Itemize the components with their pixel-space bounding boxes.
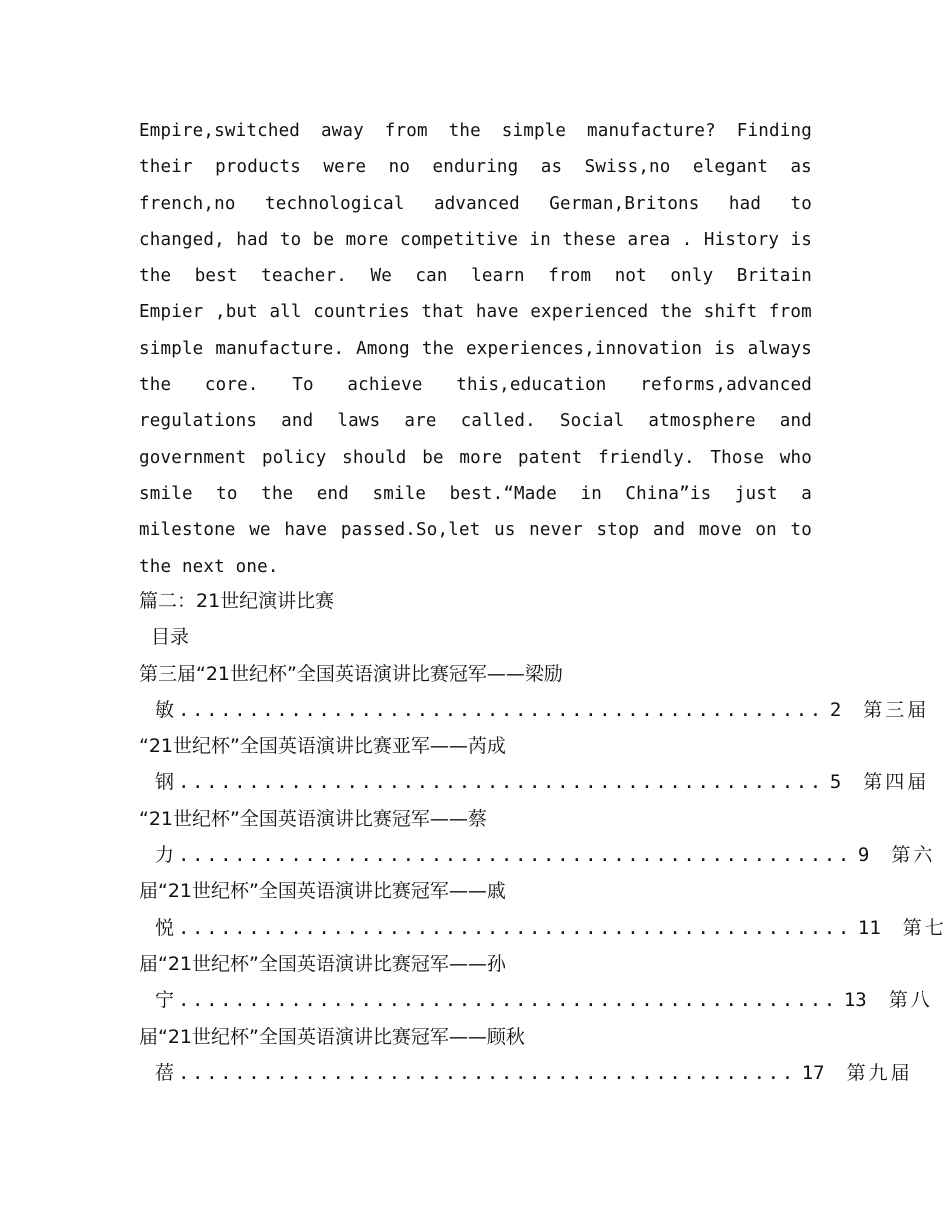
- word: in: [529, 229, 551, 250]
- word: Finding: [736, 121, 812, 141]
- toc-entry-title[interactable]: “21世纪杯”全国英语演讲比赛冠军——蔡: [139, 807, 487, 830]
- toc-entry-tail: 钢: [155, 771, 175, 794]
- word: have: [475, 302, 519, 323]
- table-of-contents: [139, 656, 947, 1092]
- word: and: [779, 411, 812, 432]
- word: from: [384, 121, 428, 141]
- word: .: [681, 229, 693, 250]
- paragraph-line: [139, 149, 812, 185]
- essay-paragraph: [139, 113, 812, 585]
- toc-leader-dots: ...............................................: [178, 989, 838, 1012]
- word: move: [698, 520, 742, 541]
- word: are: [404, 411, 437, 432]
- word: be: [422, 447, 444, 468]
- word: History: [703, 229, 780, 250]
- toc-next-entry-prefix: 第八: [888, 989, 933, 1012]
- word: smile: [139, 483, 193, 504]
- toc-entry-title[interactable]: 届“21世纪杯”全国英语演讲比赛冠军——孙: [139, 952, 506, 975]
- word: policy: [262, 447, 327, 468]
- toc-page-number: 11: [857, 916, 881, 939]
- word: enduring: [432, 157, 519, 178]
- word: German,Britons: [549, 193, 700, 214]
- word: best: [194, 266, 238, 287]
- word: reforms,advanced: [640, 375, 812, 396]
- word: just: [734, 483, 778, 504]
- word: changed,: [139, 229, 225, 250]
- word: We: [370, 266, 392, 287]
- word: atmosphere: [648, 411, 756, 432]
- word: ,but: [214, 302, 258, 323]
- word: is: [790, 229, 812, 250]
- toc-title: 目录: [151, 626, 190, 649]
- word: end: [316, 483, 350, 504]
- section-heading: 篇二：21世纪演讲比赛: [139, 590, 335, 612]
- toc-page-number: 2: [829, 698, 842, 721]
- word: more: [459, 447, 503, 468]
- word: technological: [265, 193, 405, 214]
- word: more: [345, 229, 389, 250]
- toc-page-number: 5: [829, 771, 842, 794]
- word: Empire,switched: [139, 121, 301, 141]
- word: all: [269, 302, 302, 323]
- word: Swiss,no: [584, 157, 671, 178]
- word: to: [790, 193, 812, 214]
- toc-entry-row[interactable]: [139, 910, 947, 946]
- word: competitive: [399, 229, 519, 250]
- toc-entry-row[interactable]: [139, 692, 930, 728]
- word: experiences,innovation: [465, 338, 703, 359]
- paragraph-line: [139, 113, 812, 149]
- word: the: [659, 302, 693, 323]
- word: we: [249, 520, 271, 541]
- word: countries: [313, 302, 410, 323]
- word: always: [747, 338, 812, 359]
- paragraph-line: [139, 512, 812, 548]
- word: manufacture.: [215, 338, 345, 359]
- toc-entry-tail: 悦: [155, 916, 175, 939]
- word: Social: [559, 411, 625, 432]
- word: were: [323, 157, 367, 178]
- word: the: [421, 338, 455, 359]
- toc-section: [139, 583, 947, 1091]
- word: on: [755, 520, 777, 541]
- toc-entry-row[interactable]: [139, 764, 930, 800]
- word: manufacture?: [587, 121, 716, 141]
- word: core.: [204, 375, 259, 396]
- word: Empier: [139, 302, 204, 323]
- word: to: [216, 483, 238, 504]
- word: learn: [471, 266, 525, 287]
- word: To: [292, 375, 314, 396]
- word: Those: [710, 447, 765, 468]
- word: a: [801, 483, 812, 504]
- toc-entry-tail: 力: [155, 844, 175, 867]
- word: in: [580, 483, 602, 504]
- word: smile: [372, 483, 427, 504]
- paragraph-line: [139, 367, 812, 403]
- word: to: [790, 520, 812, 541]
- word: be: [312, 229, 335, 250]
- toc-leader-dots: ................................................: [178, 844, 852, 867]
- toc-leader-dots: ..............................................: [178, 698, 824, 721]
- toc-entry-tail: 敏: [155, 698, 175, 721]
- word: best.“Made: [449, 483, 557, 504]
- toc-page-number: 13: [843, 989, 867, 1012]
- toc-entry-title[interactable]: 届“21世纪杯”全国英语演讲比赛冠军——顾秋: [139, 1025, 525, 1048]
- toc-entry-row[interactable]: [139, 1055, 913, 1091]
- word: Among: [356, 338, 410, 359]
- word: achieve: [347, 375, 423, 396]
- word: is: [714, 338, 736, 359]
- paragraph-line: [139, 403, 812, 439]
- word: shift: [703, 302, 758, 323]
- toc-entry-title[interactable]: 第三届“21世纪杯”全国英语演讲比赛冠军——梁励: [139, 662, 563, 685]
- toc-next-entry-prefix: 第三届: [863, 698, 930, 721]
- toc-entry-row[interactable]: [139, 837, 936, 873]
- word: patent: [518, 447, 583, 468]
- paragraph-last-line: the next one.: [139, 556, 279, 577]
- word: this,education: [456, 375, 607, 396]
- word: never: [529, 520, 583, 541]
- word: regulations: [139, 411, 258, 432]
- word: away: [320, 121, 364, 141]
- word: laws: [337, 411, 381, 432]
- paragraph-line: [139, 186, 812, 222]
- toc-next-entry-prefix: 第九届: [846, 1061, 913, 1084]
- word: stop: [596, 520, 640, 541]
- word: passed.So,let: [340, 520, 481, 541]
- word: experienced: [530, 302, 649, 323]
- word: government: [139, 447, 247, 468]
- word: had: [728, 193, 762, 214]
- word: Britain: [736, 266, 812, 287]
- toc-leader-dots: ..............................................: [178, 771, 824, 794]
- word: and: [281, 411, 314, 432]
- toc-entry-tail: 宁: [155, 989, 175, 1012]
- word: us: [494, 520, 516, 541]
- word: to: [279, 229, 302, 250]
- word: can: [415, 266, 448, 287]
- toc-next-entry-prefix: 第七: [902, 916, 947, 939]
- word: should: [342, 447, 407, 468]
- word: as: [790, 157, 812, 178]
- paragraph-line: [139, 476, 812, 512]
- word: have: [284, 520, 328, 541]
- word: elegant: [692, 157, 769, 178]
- toc-page-number: 9: [857, 844, 870, 867]
- word: the: [139, 375, 172, 396]
- word: not: [614, 266, 647, 287]
- paragraph-line: [139, 331, 812, 367]
- word: that: [421, 302, 465, 323]
- toc-next-entry-prefix: 第六: [891, 844, 936, 867]
- paragraph-line: [139, 222, 812, 258]
- paragraph-line: [139, 294, 812, 330]
- toc-leader-dots: ................................................: [178, 916, 852, 939]
- word: french,no: [139, 193, 236, 214]
- word: simple: [139, 338, 204, 359]
- word: simple: [501, 121, 567, 141]
- toc-page-number: 17: [801, 1061, 825, 1084]
- word: their: [139, 157, 193, 178]
- word: called.: [460, 411, 536, 432]
- paragraph-line: [139, 258, 812, 294]
- word: only: [670, 266, 714, 287]
- word: advanced: [433, 193, 520, 214]
- word: had: [236, 229, 269, 250]
- toc-entry-tail: 蓓: [155, 1061, 175, 1084]
- toc-next-entry-prefix: 第四届: [863, 771, 930, 794]
- word: teacher.: [261, 266, 347, 287]
- word: from: [548, 266, 592, 287]
- toc-entry-row[interactable]: [139, 982, 933, 1018]
- word: area: [627, 229, 671, 250]
- word: the: [261, 483, 294, 504]
- word: these: [562, 229, 617, 250]
- word: the: [448, 121, 481, 141]
- word: friendly.: [598, 447, 695, 468]
- toc-entry-title[interactable]: “21世纪杯”全国英语演讲比赛亚军——芮成: [139, 735, 506, 758]
- word: as: [540, 157, 563, 178]
- word: China”is: [625, 483, 712, 504]
- word: and: [653, 520, 686, 541]
- word: milestone: [139, 520, 236, 541]
- word: no: [388, 157, 411, 178]
- word: products: [215, 157, 301, 178]
- toc-entry-title[interactable]: 届“21世纪杯”全国英语演讲比赛冠军——戚: [139, 880, 506, 903]
- word: from: [768, 302, 812, 323]
- word: who: [779, 447, 812, 468]
- paragraph-line: [139, 440, 812, 476]
- toc-leader-dots: ............................................: [178, 1061, 796, 1084]
- word: the: [139, 266, 172, 287]
